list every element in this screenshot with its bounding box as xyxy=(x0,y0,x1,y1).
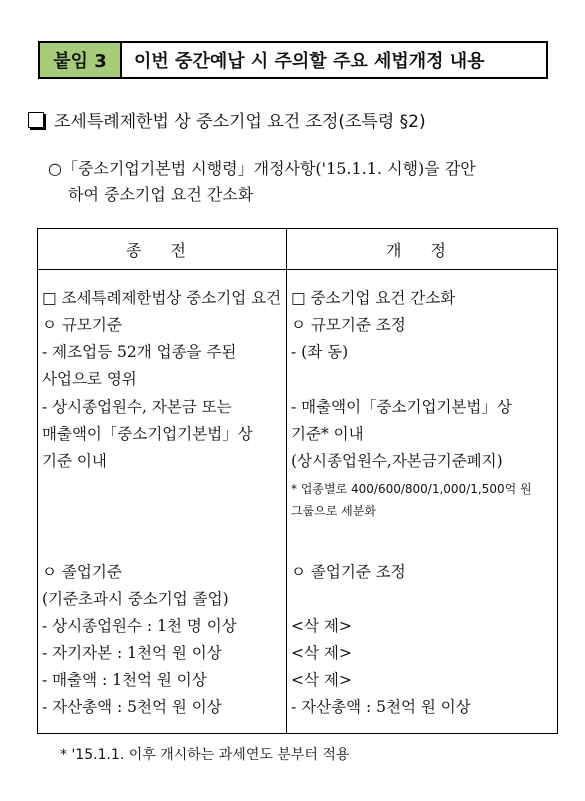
before-line: ㅇ 졸업기준 xyxy=(42,563,122,581)
comparison-table xyxy=(37,228,558,734)
checkbox-square-icon xyxy=(28,112,44,128)
table-row xyxy=(38,270,558,734)
after-line: (상시종업원수,자본금기준폐지) xyxy=(291,452,503,470)
attachment-header xyxy=(38,41,548,79)
after-column xyxy=(287,270,558,734)
attachment-title: 이번 중간예납 시 주의할 주요 세법개정 내용 xyxy=(134,51,485,72)
before-line: (기준초과시 중소기업 졸업) xyxy=(42,590,229,608)
before-line: - 상시종업원수, 자본금 또는 xyxy=(42,398,232,416)
summary-line-2: 하여 중소기업 요건 간소화 xyxy=(68,185,254,204)
before-line: 매출액이「중소기업기본법」상 xyxy=(42,425,253,443)
before-line: - 자기자본 : 1천억 원 이상 xyxy=(42,644,222,662)
before-line: - 매출액 : 1천억 원 이상 xyxy=(42,671,207,689)
after-line: ㅇ 졸업기준 조정 xyxy=(291,563,406,581)
before-line: 기준 이내 xyxy=(42,452,107,470)
footnote: * '15.1.1. 이후 개시하는 과세연도 분부터 적용 xyxy=(60,747,350,763)
after-line: - 자산총액 : 5천억 원 이상 xyxy=(291,698,471,716)
after-line: □ 중소기업 요건 간소화 xyxy=(291,289,456,307)
after-footnote-line: * 업종별로 400/600/800/1,000/1,500억 원 xyxy=(291,482,532,496)
section-heading xyxy=(28,107,426,132)
after-footnote-line: 그룹으로 세분화 xyxy=(291,504,376,518)
before-line: - 제조업등 52개 업종을 주된 xyxy=(42,343,237,361)
before-column xyxy=(38,270,287,734)
after-line: ㅇ 규모기준 조정 xyxy=(291,316,406,334)
before-line: - 상시종업원수 : 1천 명 이상 xyxy=(42,617,237,635)
summary-line-1: ○「중소기업기본법 시행령」개정사항('15.1.1. 시행)을 감안 xyxy=(48,159,476,178)
before-line: ㅇ 규모기준 xyxy=(42,316,122,334)
attachment-tag: 붙임 3 xyxy=(40,43,122,77)
after-line: <삭 제> xyxy=(291,671,352,689)
after-line: - (좌 동) xyxy=(291,343,349,361)
after-line: - 매출액이「중소기업기본법」상 xyxy=(291,398,512,416)
after-line: <삭 제> xyxy=(291,617,352,635)
before-line: 사업으로 영위 xyxy=(42,370,137,388)
after-line: <삭 제> xyxy=(291,644,352,662)
before-line: - 자산총액 : 5천억 원 이상 xyxy=(42,698,222,716)
header-before: 종 전 xyxy=(38,229,287,270)
header-after: 개 정 xyxy=(287,229,558,270)
before-line: □ 조세특례제한법상 중소기업 요건 xyxy=(42,289,282,307)
after-line: 기준* 이내 xyxy=(291,425,364,443)
summary-bullet xyxy=(48,156,558,208)
table-header-row xyxy=(38,229,558,270)
section-title: 조세특례제한법 상 중소기업 요건 조정(조특령 §2) xyxy=(54,112,426,132)
